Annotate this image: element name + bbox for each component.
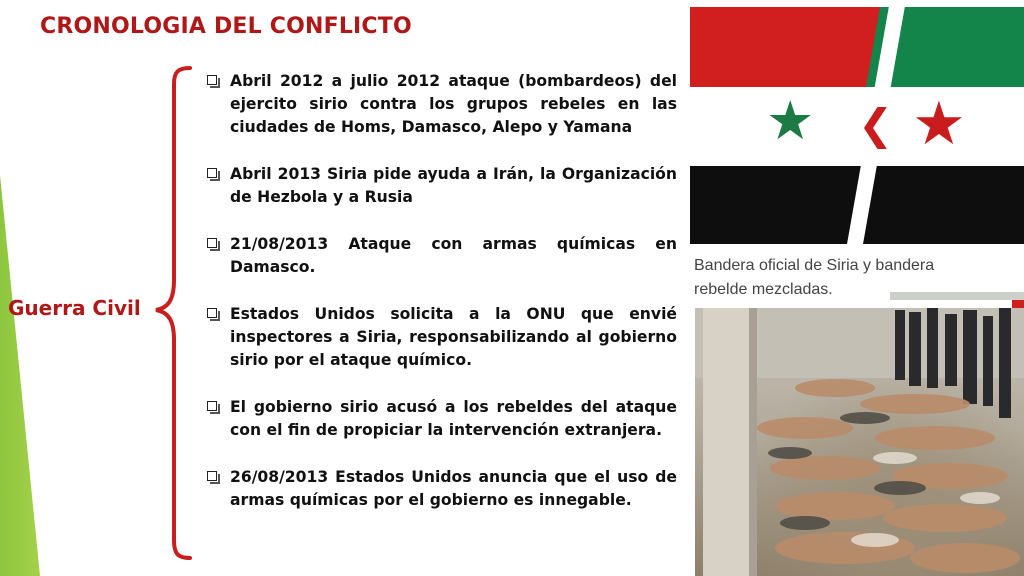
partial-red-star-icon: ❮	[858, 100, 894, 149]
list-item	[205, 466, 677, 512]
green-accent-stripe	[0, 0, 40, 576]
list-item-text: 21/08/2013 Ataque con armas químicas en Damasco.	[230, 235, 677, 276]
image-edge	[890, 292, 1024, 300]
checkbox-bullet-icon	[207, 471, 217, 481]
checkbox-bullet-icon	[207, 168, 217, 178]
list-item-text: Abril 2013 Siria pide ayuda a Irán, la Organización de Hezbola y a Rusia	[230, 165, 677, 206]
list-item	[205, 163, 677, 209]
timeline-list	[205, 70, 677, 512]
list-item-text: Estados Unidos solicita a la ONU que envié inspectores a Siria, responsabilizando al gobierno sirio por el ataque químico.	[230, 305, 677, 369]
list-item-text: 26/08/2013 Estados Unidos anuncia que el uso de armas químicas por el gobierno es innegable.	[230, 468, 677, 509]
list-item-text: Abril 2012 a julio 2012 ataque (bombardeos) del ejercito sirio contra los grupos rebeles en las ciudades de Homs, Damasco, Alepo y Yamana	[230, 72, 677, 136]
curly-brace	[150, 60, 210, 565]
list-item	[205, 70, 677, 139]
green-star-icon: ★	[766, 89, 815, 152]
list-item	[205, 303, 677, 372]
side-label: Guerra Civil	[8, 296, 141, 320]
list-item	[205, 233, 677, 279]
flag-image	[690, 0, 1024, 300]
checkbox-bullet-icon	[207, 238, 217, 248]
flag-caption-line: Bandera oficial de Siria y bandera	[694, 257, 935, 274]
checkbox-bullet-icon	[207, 75, 217, 85]
list-item-text: El gobierno sirio acusó a los rebeldes del ataque con el fin de propiciar la intervención extranjera.	[230, 398, 677, 439]
checkbox-bullet-icon	[207, 401, 217, 411]
conflict-photo	[695, 308, 1024, 576]
list-item	[205, 396, 677, 442]
photograph-icon	[695, 308, 1024, 576]
slide-title: CRONOLOGIA DEL CONFLICTO	[40, 14, 412, 39]
red-star-icon: ★	[912, 89, 966, 159]
checkbox-bullet-icon	[207, 308, 217, 318]
flag-caption-line: rebelde mezcladas.	[694, 281, 833, 298]
